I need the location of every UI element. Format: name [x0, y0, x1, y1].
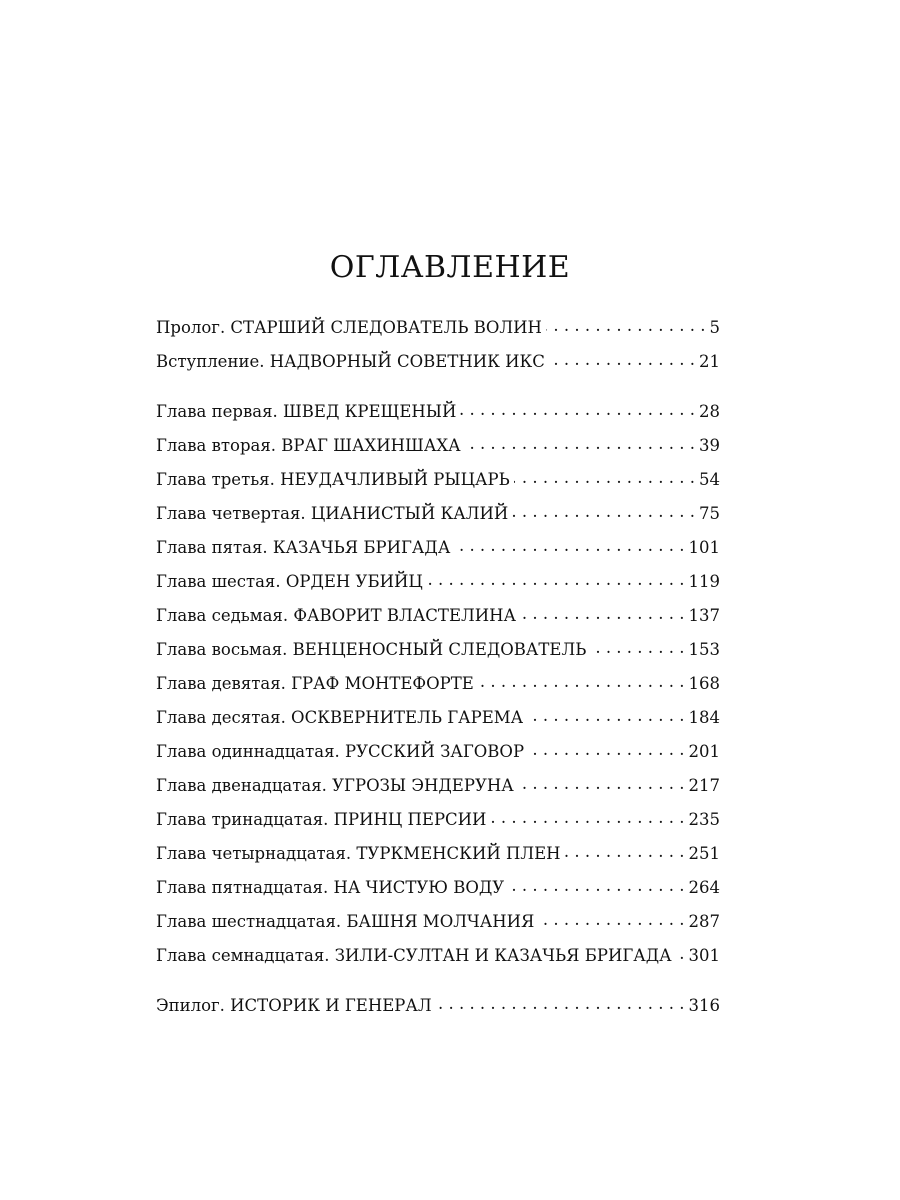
toc-page-number: 101 — [688, 537, 720, 557]
toc-group — [156, 316, 720, 384]
toc-entry — [156, 842, 720, 876]
toc-entry-label: Глава шестнадцатая. БАШНЯ МОЛЧАНИЯ — [156, 911, 535, 931]
toc-entry-label: Вступление. НАДВОРНЫЙ СОВЕТНИК ИКС — [156, 351, 545, 371]
toc-entry — [156, 876, 720, 910]
toc-entry-label: Глава тринадцатая. ПРИНЦ ПЕРСИИ — [156, 809, 487, 829]
dot-leader — [508, 876, 684, 893]
dot-leader — [478, 672, 685, 689]
dot-leader — [512, 502, 695, 519]
toc-entry-label: Глава шестая. ОРДЕН УБИЙЦ — [156, 571, 423, 591]
dot-leader — [436, 994, 685, 1011]
toc-page-number: 119 — [688, 571, 720, 591]
toc-page-number: 201 — [688, 741, 720, 761]
page-title: ОГЛАВЛЕНИЕ — [329, 250, 571, 285]
toc-entry-label: Глава пятая. КАЗАЧЬЯ БРИГАДА — [156, 537, 451, 557]
dot-leader — [546, 316, 706, 333]
dot-leader — [565, 842, 685, 859]
toc-entry — [156, 502, 720, 536]
toc-entry — [156, 774, 720, 808]
toc-page-number: 251 — [688, 843, 720, 863]
table-of-contents — [156, 316, 720, 1044]
dot-leader — [590, 638, 684, 655]
dot-leader — [460, 400, 695, 417]
dot-leader — [549, 350, 695, 367]
toc-page-number: 54 — [699, 469, 720, 489]
toc-entry — [156, 400, 720, 434]
dot-leader — [490, 808, 684, 825]
toc-entry — [156, 434, 720, 468]
dot-leader — [528, 740, 684, 757]
toc-entry-label: Глава двенадцатая. УГРОЗЫ ЭНДЕРУНА — [156, 775, 514, 795]
dot-leader — [465, 434, 695, 451]
toc-page-number: 316 — [688, 995, 720, 1015]
toc-group — [156, 400, 720, 978]
toc-entry-label: Глава четвертая. ЦИАНИСТЫЙ КАЛИЙ — [156, 503, 509, 523]
dot-leader — [427, 570, 685, 587]
toc-entry-label: Глава пятнадцатая. НА ЧИСТУЮ ВОДУ — [156, 877, 505, 897]
toc-entry — [156, 638, 720, 672]
toc-entry-label: Глава вторая. ВРАГ ШАХИНШАХА — [156, 435, 461, 455]
dot-leader — [518, 774, 685, 791]
toc-entry-label: Глава восьмая. ВЕНЦЕНОСНЫЙ СЛЕДОВАТЕЛЬ — [156, 639, 587, 659]
dot-leader — [520, 604, 684, 621]
toc-entry — [156, 604, 720, 638]
toc-page-number: 153 — [688, 639, 720, 659]
dot-leader — [527, 706, 684, 723]
toc-entry-label: Глава третья. НЕУДАЧЛИВЫЙ РЫЦАРЬ — [156, 469, 510, 489]
toc-entry — [156, 944, 720, 978]
toc-entry — [156, 672, 720, 706]
toc-page-number: 39 — [699, 435, 720, 455]
toc-entry-label: Глава первая. ШВЕД КРЕЩЕНЫЙ — [156, 401, 457, 421]
toc-page-number: 28 — [699, 401, 720, 421]
toc-entry — [156, 468, 720, 502]
toc-page-number: 75 — [699, 503, 720, 523]
toc-entry — [156, 570, 720, 604]
toc-page-number: 137 — [688, 605, 720, 625]
toc-entry — [156, 536, 720, 570]
toc-entry-label: Глава семнадцатая. ЗИЛИ-СУЛТАН И КАЗАЧЬЯ БРИГАДА — [156, 945, 672, 965]
toc-page-number: 235 — [688, 809, 720, 829]
dot-leader — [676, 944, 685, 961]
toc-entry — [156, 316, 720, 350]
dot-leader — [454, 536, 684, 553]
toc-entry — [156, 350, 720, 384]
toc-page-number: 184 — [688, 707, 720, 727]
toc-entry — [156, 910, 720, 944]
toc-group — [156, 994, 720, 1028]
toc-page-number: 301 — [688, 945, 720, 965]
toc-page-number: 287 — [688, 911, 720, 931]
toc-page-number: 217 — [688, 775, 720, 795]
toc-page-number: 5 — [709, 317, 720, 337]
toc-entry-label: Пролог. СТАРШИЙ СЛЕДОВАТЕЛЬ ВОЛИН — [156, 317, 542, 337]
toc-entry-label: Глава девятая. ГРАФ МОНТЕФОРТЕ — [156, 673, 474, 693]
toc-entry — [156, 994, 720, 1028]
toc-entry — [156, 808, 720, 842]
toc-entry — [156, 706, 720, 740]
toc-entry-label: Глава седьмая. ФАВОРИТ ВЛАСТЕЛИНА — [156, 605, 517, 625]
toc-entry-label: Эпилог. ИСТОРИК И ГЕНЕРАЛ — [156, 995, 432, 1015]
toc-entry-label: Глава четырнадцатая. ТУРКМЕНСКИЙ ПЛЕН — [156, 843, 561, 863]
toc-page-number: 21 — [699, 351, 720, 371]
toc-page-number: 168 — [688, 673, 720, 693]
dot-leader — [514, 468, 695, 485]
toc-page-number: 264 — [688, 877, 720, 897]
toc-entry-label: Глава десятая. ОСКВЕРНИТЕЛЬ ГАРЕМА — [156, 707, 524, 727]
toc-entry-label: Глава одиннадцатая. РУССКИЙ ЗАГОВОР — [156, 741, 525, 761]
dot-leader — [538, 910, 684, 927]
toc-entry — [156, 740, 720, 774]
